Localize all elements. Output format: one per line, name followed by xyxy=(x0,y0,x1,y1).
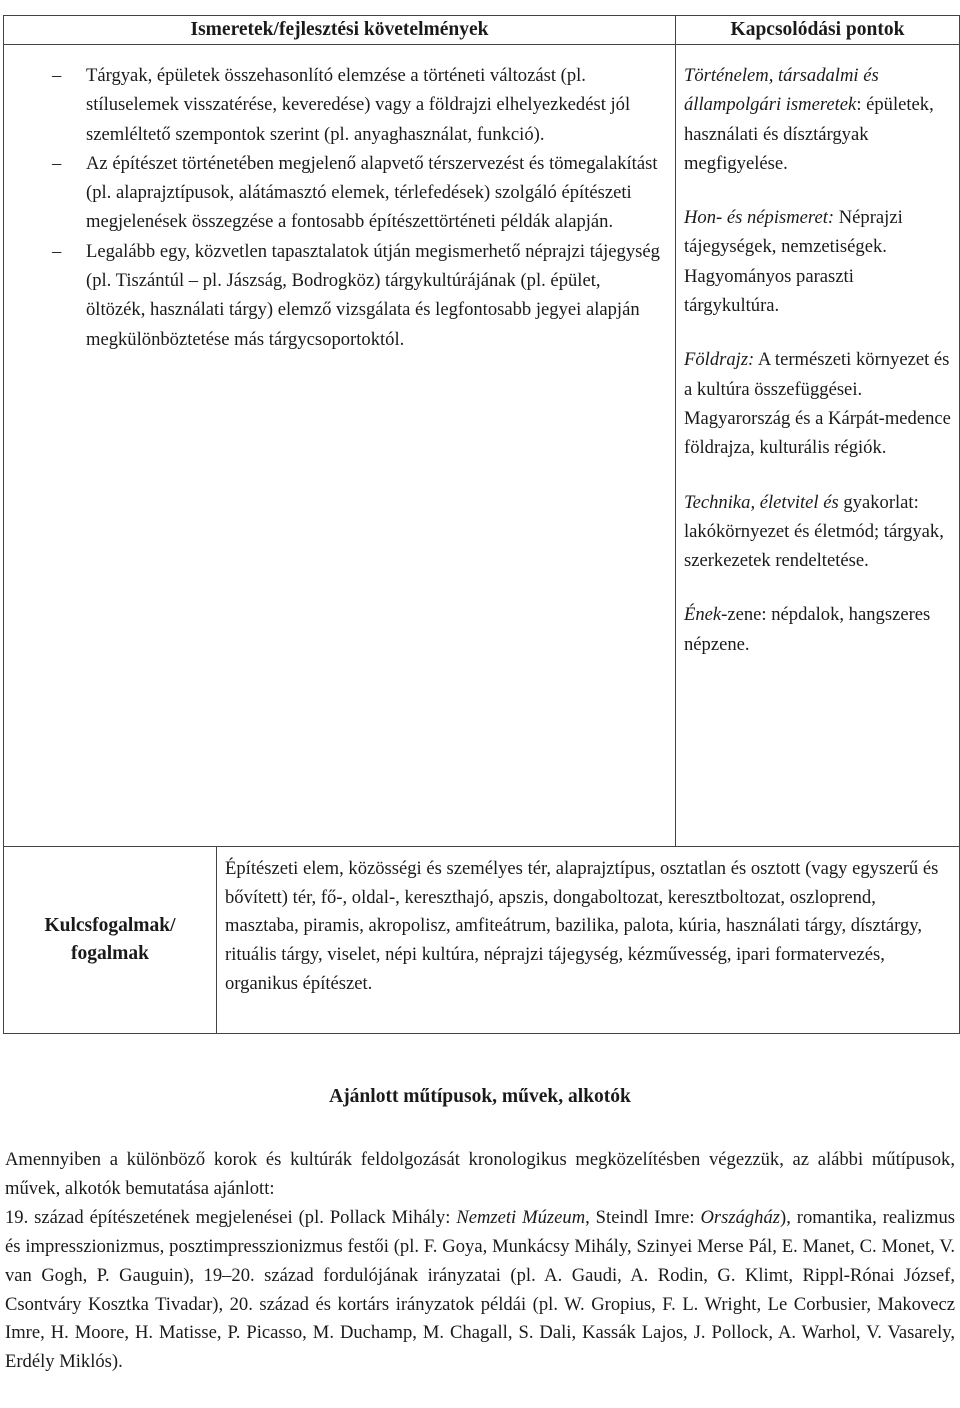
works-text: 19. század építészetének megjelenései (pl. Pollack Mihály: xyxy=(5,1206,457,1228)
requirement-text: Az építészet történetében megjelenő alapvető térszervezést és tömegalakítást (pl. alaprajztípusok, alátámasztó elemek, térlefedések) szolgáló építészeti megjelenések összegzése a fontosabb építészettörténeti példák alapján. xyxy=(86,152,658,233)
connections-cell xyxy=(676,45,960,847)
connection-text: gyakorlat: lakókörnyezet és életmód; tárgyak, szerkezetek rendeltetése. xyxy=(684,491,944,572)
list-item xyxy=(14,61,661,149)
requirements-cell xyxy=(4,45,676,847)
dash-bullet: – xyxy=(52,152,62,174)
connection-subject: Technika, életvitel és xyxy=(684,491,839,513)
intro-paragraph: Amennyiben a különböző korok és kultúrák feldolgozását kronologikus megközelítésben végezzük, az alábbi műtípusok, művek, alkotók bemutatása ajánlott: xyxy=(5,1149,955,1199)
works-text: , Steindl Imre: xyxy=(585,1206,701,1228)
curriculum-table xyxy=(3,15,959,1034)
connection-item xyxy=(684,345,951,462)
connection-subject: Ének xyxy=(684,604,722,626)
connection-subject: Földrajz: xyxy=(684,349,755,371)
key-concepts-label xyxy=(4,847,217,1034)
requirement-text: Tárgyak, épületek összehasonlító elemzése a történeti változást (pl. stíluselemek visszatérése, keveredése) vagy a földrajzi elhelyezkedést jól szemléltető szempontok szerint (pl. anyaghasználat, funkció). xyxy=(86,65,631,145)
connection-item xyxy=(684,61,951,178)
dash-bullet: – xyxy=(52,240,62,262)
connection-text: -zene: népdalok, hangszeres népzene. xyxy=(684,604,931,655)
works-text: ), romantika, realizmus és impresszionizmus, posztimpresszionizmus festői (pl. F. Goya, Munkácsy Mihály, Szinyei Merse Pál, E. Manet, C. Monet, V. van Gogh, P. Gauguin), 19–20. század fordulójának irányzatai (pl. A. Gaudi, A. Rodin, G. Klimt, Rippl-Rónai József, Csontváry Kosztka Tivadar), 20. század és kortárs irányzatok példái (pl. W. Gropius, F. L. Wright, Le Corbusier, Makovecz Imre, H. Moore, H. Matisse, P. Picasso, M. Duchamp, M. Chagall, S. Dali, Kassák Lajos, J. Pollock, A. Warhol, V. Vasarely, Erdély Miklós). xyxy=(5,1206,955,1373)
connection-text: : épületek, használati és dísztárgyak megfigyelése. xyxy=(684,94,934,174)
connection-subject: Hon- és népismeret: xyxy=(684,207,835,229)
header-connections: Kapcsolódási pontok xyxy=(676,16,960,45)
connection-item xyxy=(684,203,951,320)
list-item xyxy=(14,149,661,237)
connection-item xyxy=(684,600,951,659)
work-title: Országház xyxy=(700,1206,781,1228)
section-title: Ajánlott műtípusok, művek, alkotók xyxy=(329,1086,631,1107)
content-row xyxy=(4,45,960,847)
list-item xyxy=(14,237,661,354)
connection-item xyxy=(684,488,951,576)
connection-subject: Történelem, társadalmi és állampolgári ismeretek xyxy=(684,65,879,116)
table-header-row xyxy=(4,16,960,45)
key-concepts-text: Építészeti elem, közösségi és személyes tér, alaprajztípus, osztatlan és osztott (vagy egyszerű és bővített) tér, fő-, oldal-, kereszthajó, apszis, dongaboltozat, keresztboltozat, oszloprend, masztaba, piramis, akropolisz, amfiteátrum, bazilika, palota, kúria, használati tárgy, dísztárgy, rituális tárgy, viselet, népi kultúra, néprajzi tájegység, kézművesség, ipari formatervezés, organikus építészet. xyxy=(217,847,960,1034)
header-requirements: Ismeretek/fejlesztési követelmények xyxy=(4,16,676,45)
connection-text: A természeti környezet és a kultúra összefüggései. Magyarország és a Kárpát-medence földrajza, kulturális régiók. xyxy=(684,349,951,459)
requirements-list xyxy=(14,61,661,354)
connection-text: Néprajzi tájegységek, nemzetiségek. Hagyományos paraszti tárgykultúra. xyxy=(684,207,903,317)
key-concepts-row xyxy=(4,847,960,1034)
dash-bullet: – xyxy=(52,65,62,86)
key-concepts-label-line: fogalmak xyxy=(71,943,149,964)
key-concepts-label-line: Kulcsfogalmak/ xyxy=(44,915,176,936)
requirement-text: Legalább egy, közvetlen tapasztalatok útján megismerhető néprajzi tájegység (pl. Tiszántúl – pl. Jászság, Bodrogköz) tárgykultúrájának (pl. épület, öltözék, használati tárgy) elemző vizsgálata és legfontosabb jegyei alapján megkülönböztetése más tárgycsoportoktól. xyxy=(86,240,660,350)
recommended-works xyxy=(5,1146,955,1377)
work-title: Nemzeti Múzeum xyxy=(456,1206,586,1228)
works-paragraph xyxy=(5,1204,955,1377)
